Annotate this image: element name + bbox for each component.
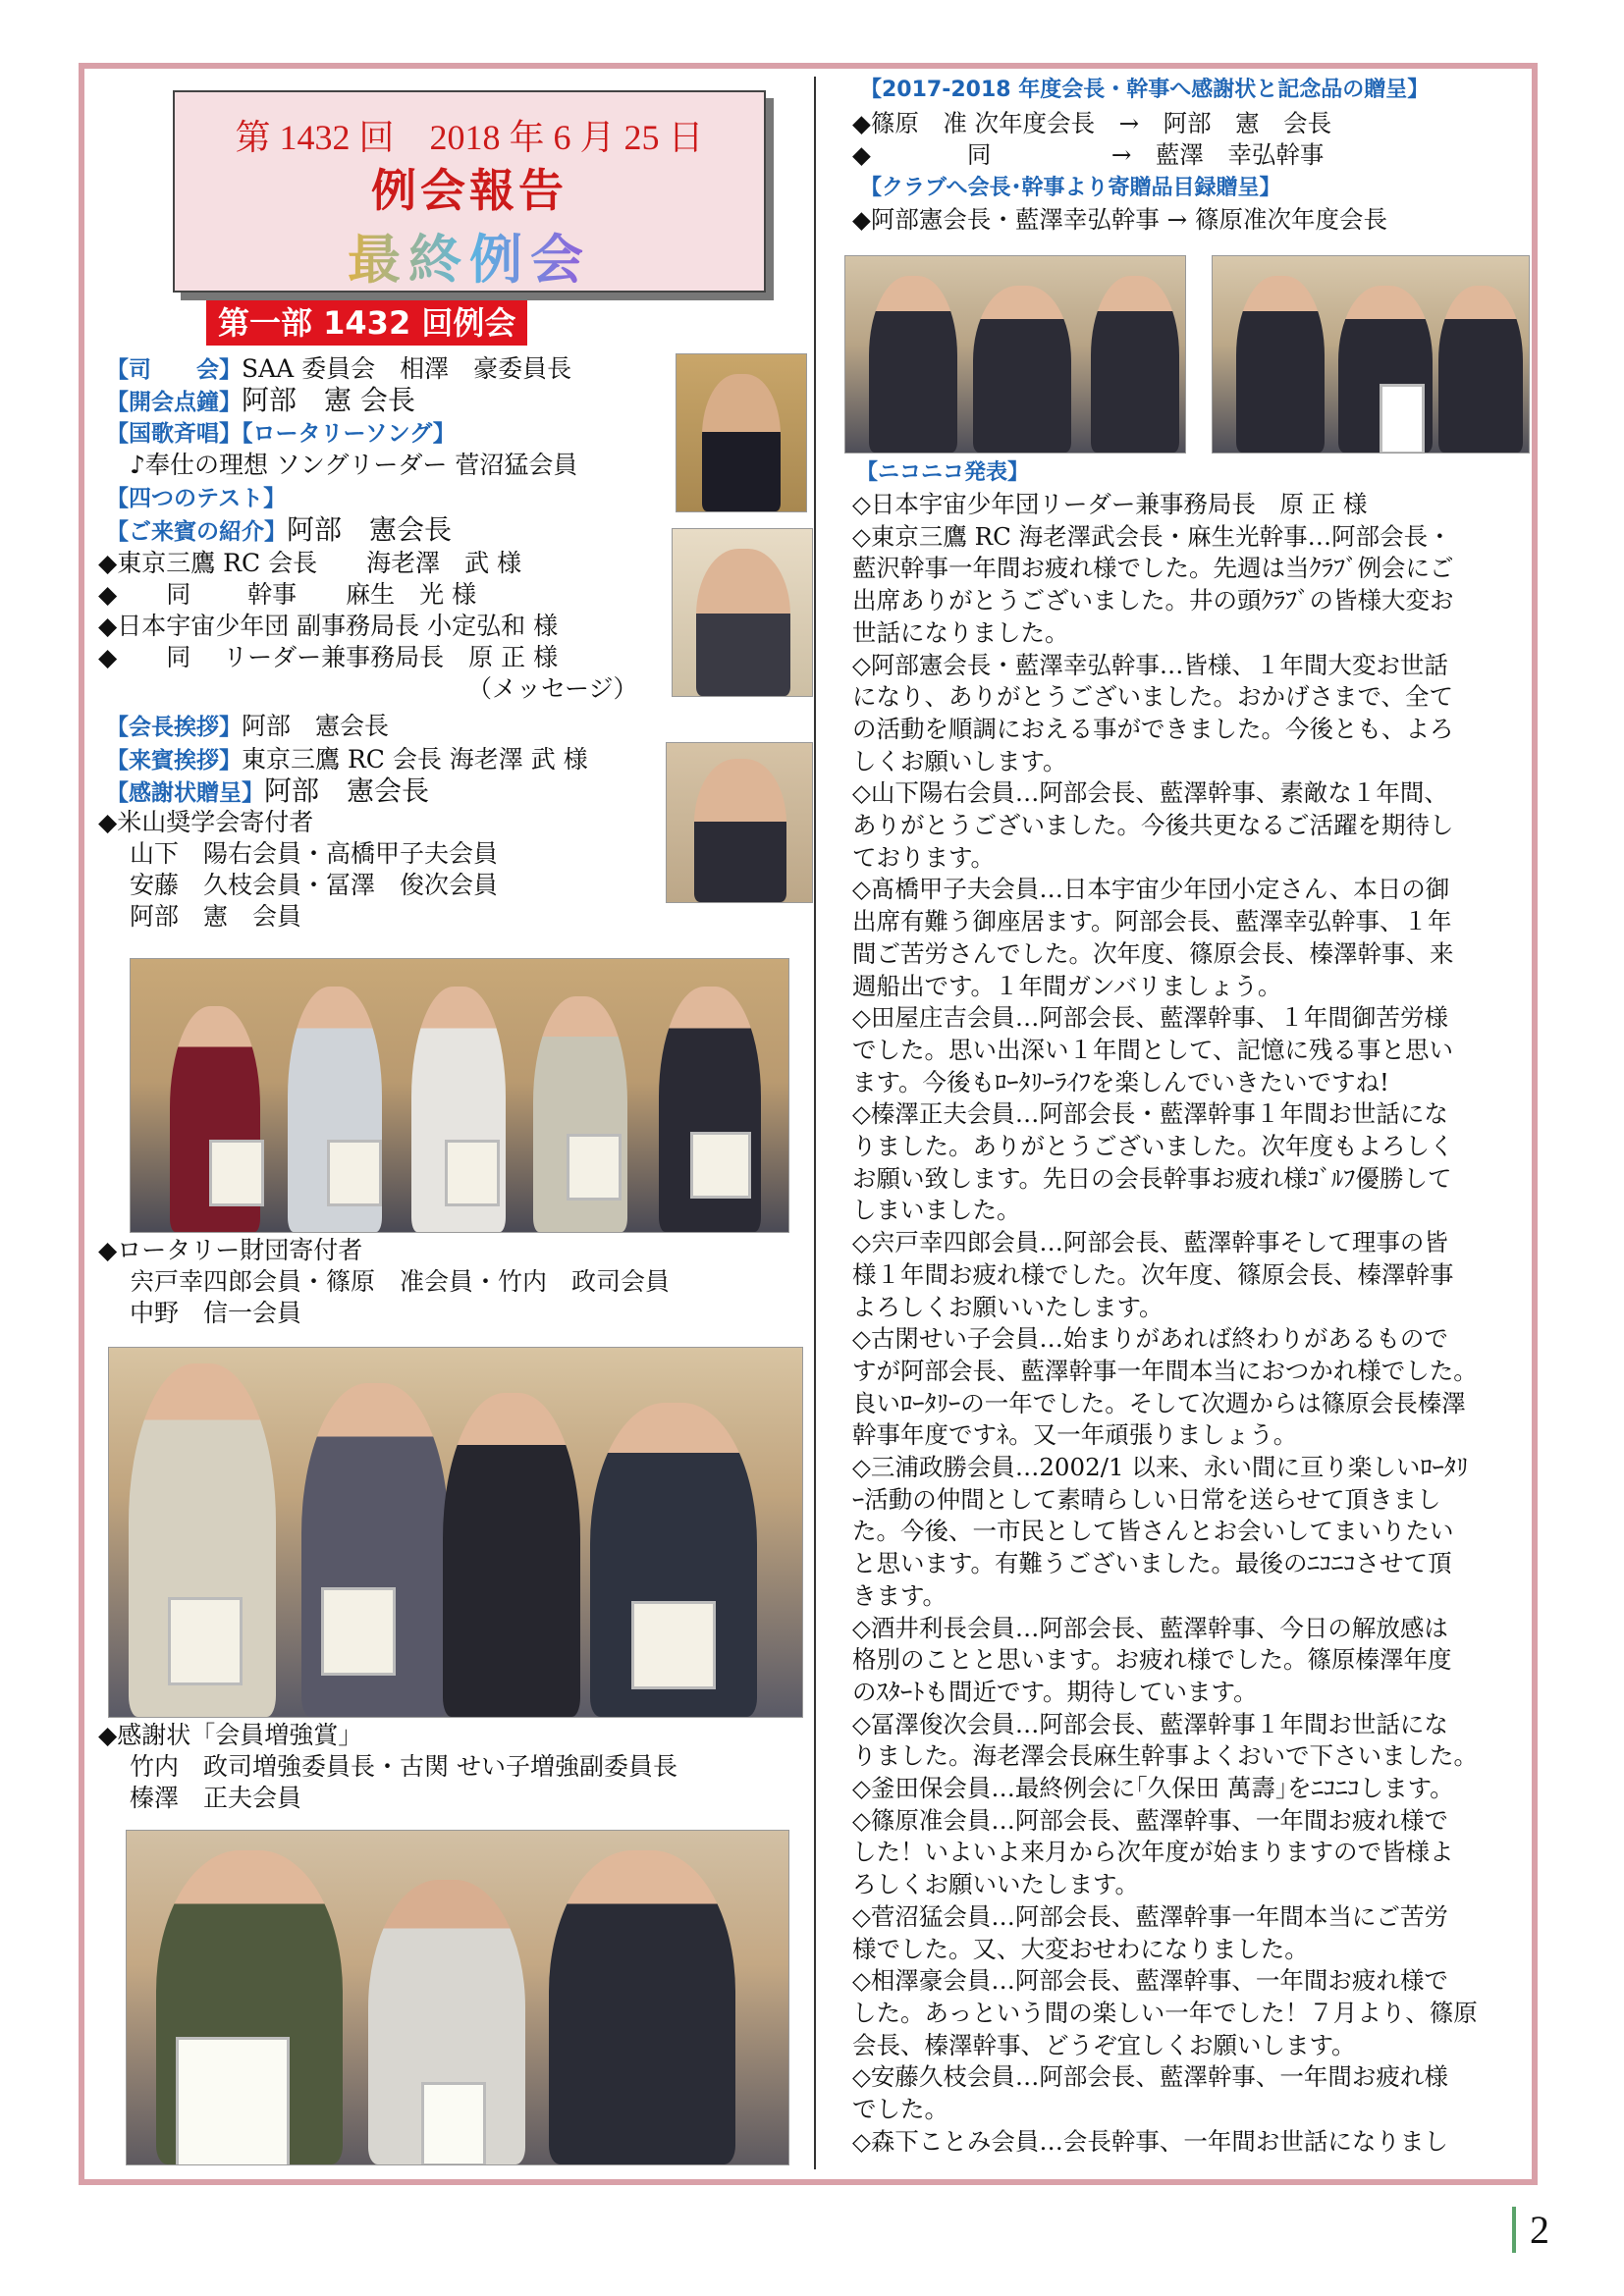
award-group-photo: [126, 1830, 789, 2165]
nikoniko-line: りました。ありがとうございました。次年度もよろしく: [852, 1132, 1454, 1160]
nikoniko-line: ◇釜田保会員…最終例会に｢久保田 萬壽｣をﾆｺﾆｺします。: [852, 1774, 1454, 1802]
nikoniko-line: すが阿部会長、藍澤幹事一年間本当におつかれ様でした。: [852, 1356, 1478, 1385]
portrait-photo-2: [672, 528, 813, 697]
song-line: ♪奉仕の理想 ソングリーダー 菅沼猛会員: [130, 451, 578, 479]
final-meeting-title: 最終例会: [175, 218, 764, 294]
nikoniko-line: 週船出です。１年間ガンバリましょう。: [852, 971, 1282, 1000]
nikoniko-line: ◇宍戸幸四郎会員…阿部会長、藍澤幹事そして理事の皆: [852, 1228, 1448, 1257]
title-box: [173, 90, 766, 293]
gift-photo-1: [844, 255, 1186, 454]
yoneyama-line-1: 山下 陽右会員・高橋甲子夫会員: [130, 839, 499, 868]
guest-2: ◆ 同 幹事 麻生 光 様: [98, 580, 477, 609]
nikoniko-line: きます。: [852, 1580, 947, 1610]
opening-bell-line: 【開会点鐘】阿部 憲 会長: [106, 384, 415, 416]
nikoniko-line: ◇田屋庄吉会員…阿部会長、藍澤幹事、１年間御苦労様: [852, 1003, 1448, 1033]
part1-label: 第一部 1432 回例会: [206, 300, 527, 346]
nikoniko-line: 良いﾛｰﾀﾘｰの一年でした。そして次週からは篠原会長榛澤: [852, 1388, 1466, 1417]
nikoniko-line: ◇森下ことみ会員…会長幹事、一年間お世話になりまし: [852, 2126, 1448, 2156]
nikoniko-line: ありがとうございました。今後共更なるご活躍を期待し: [852, 811, 1454, 839]
nikoniko-line: ◇古閑せい子会員…始まりがあれば終わりがあるもので: [852, 1324, 1448, 1354]
nikoniko-line: になり、ありがとうございました。おかげさまで、全て: [852, 682, 1454, 712]
nikoniko-line: でした。思い出深い１年間として、記憶に残る事と思い: [852, 1035, 1454, 1064]
emcee-line: 【司 会】SAA 委員会 相澤 豪委員長: [106, 354, 572, 383]
yoneyama-group-photo: [130, 958, 789, 1233]
club-gift-line: ◆阿部憲会長・藍澤幸弘幹事 → 篠原准次年度会長: [852, 205, 1387, 234]
nikoniko-line: ◇山下陽右会員…阿部会長、藍澤幹事、素敵な１年間、: [852, 778, 1448, 808]
nikoniko-line: 出席有難う御座居ます。阿部会長、藍澤幸弘幹事、１年: [852, 907, 1452, 936]
nikoniko-line: ◇篠原准会員…阿部会長、藍澤幹事、一年間お疲れ様で: [852, 1805, 1448, 1835]
nikoniko-line: の活動を順調におえる事ができました。今後とも、よろ: [852, 714, 1454, 743]
nikoniko-line: のｽﾀｰﾄも間近です。期待しています。: [852, 1677, 1258, 1706]
nikoniko-heading: 【ニコニコ発表】: [856, 460, 1030, 485]
nikoniko-line: ◇髙橋甲子夫会員…日本宇宙少年団小定さん、本日の御: [852, 875, 1450, 904]
gift-line-2: ◆ 同 → 藍澤 幸弘幹事: [852, 140, 1325, 169]
gift-heading: 【2017-2018 年度会長・幹事へ感謝状と記念品の贈呈】: [860, 78, 1430, 102]
guest-4: ◆ 同 リーダー兼事務局長 原 正 様: [98, 643, 559, 671]
nikoniko-line: 出席ありがとうございました。井の頭ｸﾗﾌﾞの皆様大変お: [852, 586, 1454, 615]
nikoniko-line: 幹事年度ですﾈ。又一年頑張りましょう。: [852, 1420, 1298, 1450]
nikoniko-line: ◇酒井利長会員…阿部会長、藍澤幹事、今日の解放感は: [852, 1613, 1448, 1642]
gift-photo-2: [1212, 255, 1530, 454]
nikoniko-line: ◇相澤豪会員…阿部会長、藍澤幹事、一年間お疲れ様で: [852, 1966, 1448, 1996]
nikoniko-line: ◇菅沼猛会員…阿部会長、藍澤幹事一年間本当にご苦労: [852, 1901, 1448, 1931]
nikoniko-line: た。今後、一市民として皆さんとお会いしてまいりたい: [852, 1517, 1454, 1546]
nikoniko-line: ｰ活動の仲間として素晴らしい日常を送らせて頂きまし: [852, 1484, 1441, 1514]
nikoniko-line: でした。: [852, 2095, 948, 2123]
award-line-1: 竹内 政司増強委員長・古関 せい子増強副委員長: [130, 1752, 677, 1781]
nikoniko-line: ます。今後もﾛｰﾀﾘｰﾗｲﾌを楽しんでいきたいですね!: [852, 1067, 1389, 1096]
club-gift-heading: 【クラブへ会長･幹事より寄贈品目録贈呈】: [860, 176, 1281, 200]
guest-3: ◆日本宇宙少年団 副事務局長 小定弘和 様: [98, 612, 559, 640]
nikoniko-line: お願い致します。先日の会長幹事お疲れ様ｺﾞﾙﾌ優勝して: [852, 1163, 1452, 1193]
column-divider: [814, 77, 816, 2169]
nikoniko-line: りました。海老澤会長麻生幹事よくおいで下さいました。: [852, 1741, 1478, 1771]
nikoniko-line: しまいました。: [852, 1196, 1021, 1225]
guest-1: ◆東京三鷹 RC 会長 海老澤 武 様: [98, 549, 522, 577]
nikoniko-line: しくお願いします。: [852, 746, 1067, 775]
nikoniko-line: ◇安藤久枝会員…阿部会長、藍澤幹事、一年間お疲れ様: [852, 2062, 1448, 2092]
nikoniko-line: ◇日本宇宙少年団リーダー兼事務局長 原 正 様: [852, 490, 1368, 518]
rf-line-2: 中野 信一会員: [130, 1299, 302, 1327]
nikoniko-line: ◇阿部憲会長・藍澤幸弘幹事…皆様、１年間大変お世話: [852, 650, 1448, 679]
nikoniko-line: 様でした。又、大変おせわになりました。: [852, 1934, 1309, 1963]
nikoniko-line: ◇榛澤正夫会員…阿部会長・藍澤幹事１年間お世話にな: [852, 1099, 1448, 1129]
president-greeting-line: 【会長挨拶】阿部 憲会長: [106, 712, 390, 740]
nikoniko-line: 藍沢幹事一年間お疲れ様でした。先週は当ｸﾗﾌﾞ例会にご: [852, 554, 1454, 583]
membership-award: ◆感謝状「会員増強賞」: [98, 1721, 363, 1749]
nikoniko-line: と思います。有難うございました。最後のﾆｺﾆｺさせて頂: [852, 1549, 1452, 1578]
nikoniko-line: ろしくお願いいたします。: [852, 1870, 1140, 1899]
guest-intro-line: 【ご来賓の紹介】阿部 憲会長: [106, 513, 453, 546]
rf-line-1: 宍戸幸四郎会員・篠原 准会員・竹内 政司会員: [130, 1267, 671, 1296]
nikoniko-line: ◇三浦政勝会員…2002/1 以来、永い間に亘り楽しいﾛｰﾀﾘ: [852, 1453, 1469, 1481]
guest-greeting-line: 【来賓挨拶】東京三鷹 RC 会長 海老澤 武 様: [106, 745, 588, 774]
meeting-date: 第 1432 回 2018 年 6 月 25 日: [235, 118, 704, 157]
nikoniko-line: 間ご苦労さんでした。次年度、篠原会長、榛澤幹事、来: [852, 938, 1454, 968]
rotary-foundation-donors: ◆ロータリー財団寄付者: [98, 1236, 363, 1264]
gift-line-1: ◆篠原 准 次年度会長 → 阿部 憲 会長: [852, 109, 1332, 137]
nikoniko-line: した！いよいよ来月から次年度が始まりますので皆様よ: [852, 1838, 1454, 1867]
nikoniko-line: した。あっという間の楽しい一年でした！７月より、篠原: [852, 1998, 1478, 2027]
nikoniko-line: ◇冨澤俊次会員…阿部会長、藍澤幹事１年間お世話にな: [852, 1709, 1448, 1738]
portrait-photo-3: [666, 742, 813, 903]
nikoniko-line: 世話になりました。: [852, 617, 1069, 647]
nikoniko-line: ◇東京三鷹 RC 海老澤武会長・麻生光幹事…阿部会長・: [852, 521, 1452, 551]
anthem-heading: 【国歌斉唱】【ロータリーソング】: [106, 421, 456, 447]
nikoniko-line: 格別のことと思います。お疲れ様でした。篠原榛澤年度: [852, 1645, 1452, 1675]
award-line-2: 榛澤 正夫会員: [130, 1784, 302, 1812]
yoneyama-donors: ◆米山奨学会寄付者: [98, 808, 314, 836]
page-number: 2: [1512, 2207, 1563, 2253]
yoneyama-line-3: 阿部 憲 会員: [130, 902, 302, 931]
nikoniko-line: 会長、榛澤幹事、どうぞ宜しくお願いします。: [852, 2030, 1356, 2059]
nikoniko-line: 様１年間お疲れ様でした。次年度、篠原会長、榛澤幹事: [852, 1259, 1454, 1289]
certificate-line: 【感謝状贈呈】阿部 憲会長: [106, 774, 430, 807]
guest-4-message: （メッセージ）: [467, 674, 638, 703]
four-way-test-heading: 【四つのテスト】: [106, 486, 287, 511]
report-title: 例会報告: [371, 164, 568, 217]
nikoniko-line: よろしくお願いいたします。: [852, 1292, 1164, 1321]
yoneyama-line-2: 安藤 久枝会員・冨澤 俊次会員: [130, 871, 499, 899]
foundation-group-photo: [108, 1347, 803, 1718]
portrait-photo-1: [676, 353, 807, 512]
nikoniko-line: ております。: [852, 842, 996, 872]
